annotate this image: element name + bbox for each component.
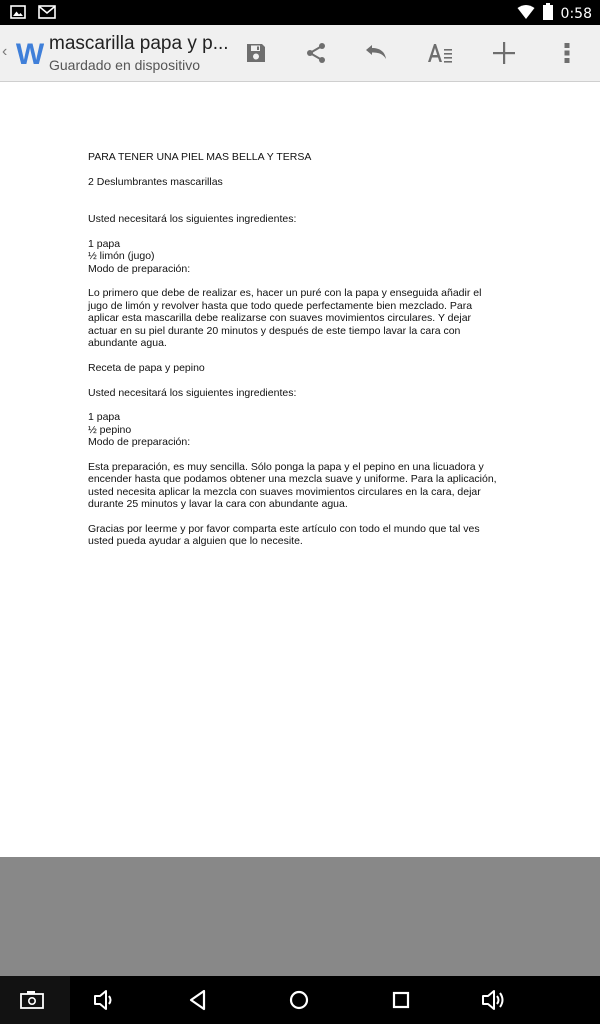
screenshot-icon	[19, 989, 45, 1011]
ingredient-item: ½ pepino	[88, 423, 132, 436]
status-bar	[0, 0, 600, 25]
recents-button[interactable]	[387, 986, 415, 1014]
method-text-line: aplicar esta mascarilla debe realizarse con suaves movimientos circulares. Y dejar	[88, 312, 472, 325]
home-icon	[287, 988, 311, 1012]
wifi-icon	[517, 4, 535, 25]
add-button[interactable]	[488, 37, 520, 69]
overflow-menu-button[interactable]	[551, 37, 583, 69]
document-page[interactable]	[0, 82, 600, 857]
closing-text-line: Gracias por leerme y por favor comparta este artículo con todo el mundo que tal ves	[88, 523, 480, 536]
gmail-notification-icon	[38, 4, 56, 25]
ingredients-intro: Usted necesitará los siguientes ingredientes:	[88, 213, 297, 225]
svg-text:W: W	[16, 38, 44, 71]
share-icon	[304, 41, 328, 65]
document-title: mascarilla papa y p...	[49, 33, 229, 54]
volume-up-icon	[480, 988, 508, 1012]
navigation-bar	[0, 976, 600, 1024]
title-block[interactable]	[49, 33, 229, 73]
recipe-title: Receta de papa y pepino	[88, 361, 205, 374]
ingredient-item: ½ limón (jugo)	[88, 250, 155, 263]
text-format-button[interactable]	[424, 37, 456, 69]
method-text-line: encender hasta que podamos obtener una mezcla suave y uniforme. Para la aplicación,	[88, 473, 497, 486]
method-text-line: jugo de limón y revolver hasta que todo quede perfectamente bien mezclado. Para	[88, 299, 473, 312]
method-label: Modo de preparación:	[88, 436, 191, 449]
ingredient-item: 1 papa	[88, 237, 121, 250]
method-text-line: usted necesita aplicar la mezcla con suaves movimientos circulares en la cara, dejar	[88, 485, 481, 498]
gallery-notification-icon	[10, 4, 26, 25]
undo-icon	[363, 41, 389, 65]
action-bar	[0, 25, 600, 82]
up-navigation-icon[interactable]: ‹	[2, 43, 8, 60]
method-text-line: durante 25 minutos y lavar la cara con abundante agua.	[88, 498, 348, 511]
save-button[interactable]	[240, 37, 272, 69]
back-icon	[187, 988, 209, 1012]
clock: 0:58	[560, 6, 592, 22]
volume-down-button[interactable]	[90, 986, 118, 1014]
method-text-line: Lo primero que debe de realizar es, hacer un puré con la papa y enseguida añadir el	[88, 287, 482, 300]
closing-text-line: usted pueda ayudar a alguien que lo necesite.	[88, 535, 303, 548]
save-status: Guardado en dispositivo	[49, 57, 200, 73]
volume-up-button[interactable]	[480, 986, 508, 1014]
recents-icon	[390, 989, 412, 1011]
ingredients-intro: Usted necesitará los siguientes ingredientes:	[88, 386, 297, 399]
share-button[interactable]	[300, 37, 332, 69]
screenshot-button[interactable]	[18, 986, 46, 1014]
save-icon	[244, 41, 268, 65]
method-text-line: actuar en su piel durante 20 minutos y después de este tiempo lavar la cara con	[88, 324, 461, 337]
document-body[interactable]	[88, 151, 518, 548]
ingredient-item: 1 papa	[88, 411, 121, 424]
method-label: Modo de preparación:	[88, 262, 191, 275]
add-icon	[492, 41, 516, 65]
document-subheading: 2 Deslumbrantes mascarillas	[88, 175, 223, 188]
app-logo-icon[interactable]	[16, 35, 44, 71]
volume-down-icon	[91, 988, 117, 1012]
battery-icon	[543, 3, 553, 25]
home-button[interactable]	[285, 986, 313, 1014]
undo-button[interactable]	[360, 37, 392, 69]
method-text-line: Esta preparación, es muy sencilla. Sólo ponga la papa y el pepino en una licuadora y	[88, 461, 484, 474]
method-text-line: abundante agua.	[88, 337, 167, 350]
back-button[interactable]	[184, 986, 212, 1014]
overflow-menu-icon	[562, 41, 572, 65]
document-heading: PARA TENER UNA PIEL MAS BELLA Y TERSA	[88, 151, 312, 163]
text-format-icon	[426, 41, 454, 65]
